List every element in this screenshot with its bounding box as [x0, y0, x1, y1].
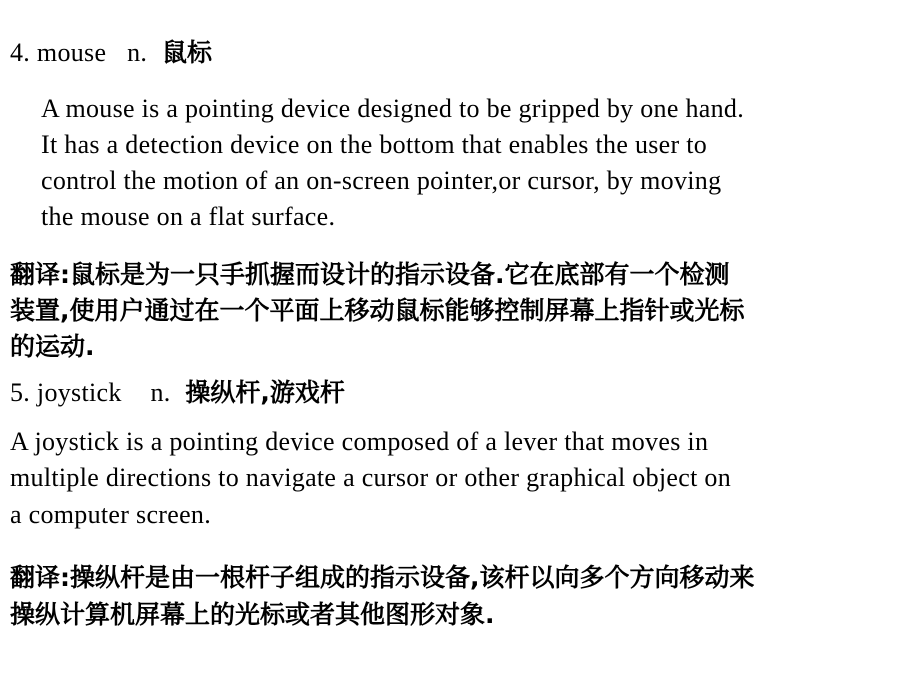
translation-line: 翻译:操纵杆是由一根杆子组成的指示设备,该杆以向多个方向移动来	[10, 563, 755, 592]
entry-number: 4.	[10, 38, 31, 67]
translation-line: 的运动.	[10, 332, 95, 361]
entry-part-of-speech: n.	[150, 378, 171, 407]
entry-number: 5.	[10, 378, 31, 407]
entry-chinese-term: 操纵杆,游戏杆	[185, 378, 345, 407]
definition-line: It has a detection device on the bottom that enables the user to	[41, 130, 708, 159]
definition-line: the mouse on a flat surface.	[41, 202, 336, 231]
entry-heading-joystick	[10, 378, 345, 408]
entry-term: joystick	[36, 378, 122, 407]
definition-line: control the motion of an on-screen pointer,or cursor, by moving	[41, 166, 722, 195]
entry-heading-mouse	[10, 38, 212, 68]
translation-line: 装置,使用户通过在一个平面上移动鼠标能够控制屏幕上指针或光标	[10, 296, 745, 325]
definition-line: multiple directions to navigate a cursor or other graphical object on	[10, 463, 732, 492]
entry-term: mouse	[36, 38, 107, 67]
definition-line: A mouse is a pointing device designed to be gripped by one hand.	[41, 94, 745, 123]
entry-part-of-speech: n.	[127, 38, 148, 67]
definition-line: A joystick is a pointing device composed of a lever that moves in	[10, 427, 709, 456]
translation-line: 操纵计算机屏幕上的光标或者其他图形对象.	[10, 600, 495, 629]
definition-line: a computer screen.	[10, 500, 212, 529]
entry-chinese-term: 鼠标	[162, 38, 213, 67]
translation-line: 翻译:鼠标是为一只手抓握而设计的指示设备.它在底部有一个检测	[10, 260, 730, 289]
